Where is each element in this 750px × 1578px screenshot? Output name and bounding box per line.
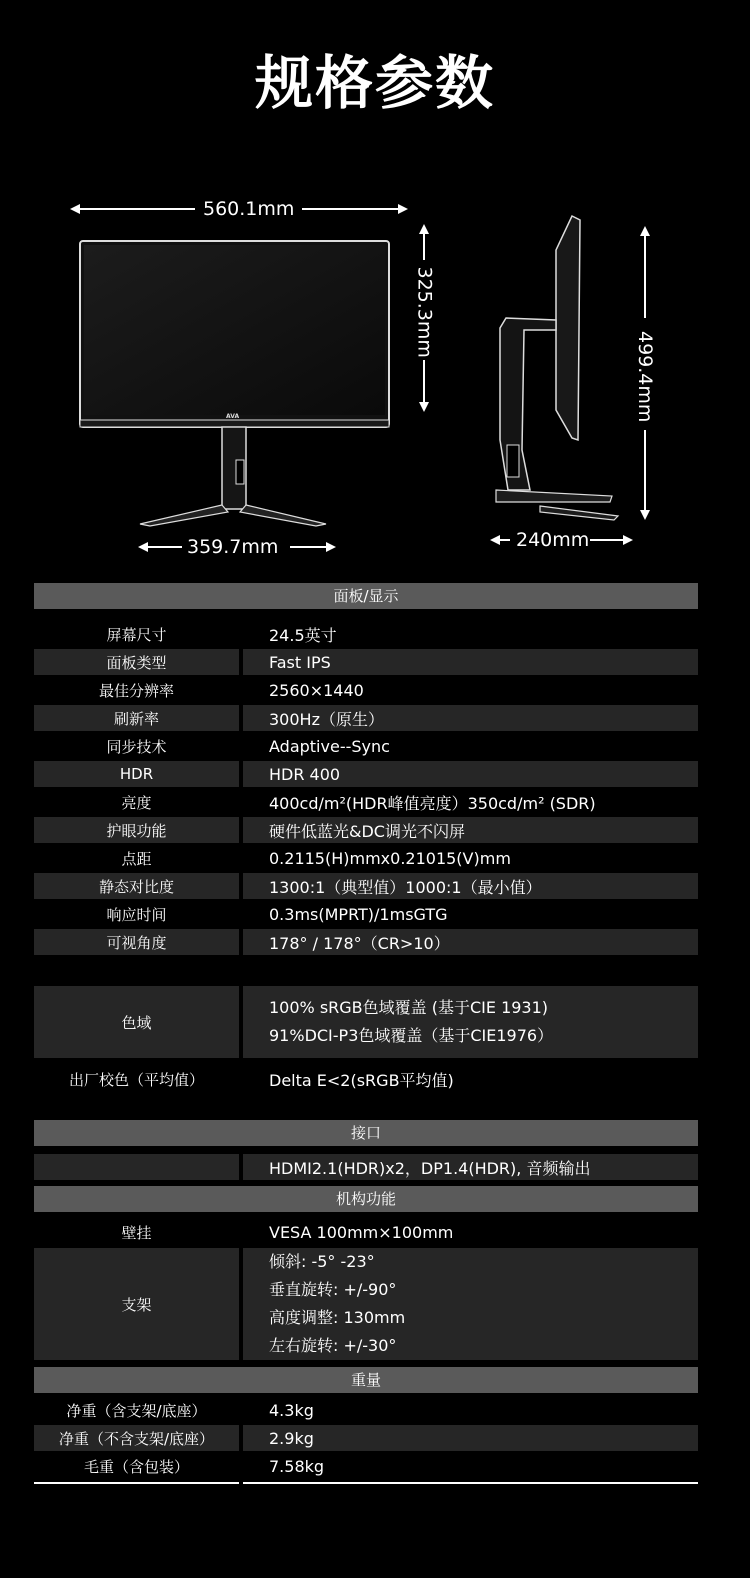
row-label: 色域	[34, 986, 239, 1058]
row-value: 2.9kg	[243, 1425, 698, 1451]
table-row	[34, 677, 698, 703]
side-monitor-panel	[556, 216, 580, 440]
row-label: 可视角度	[34, 929, 239, 955]
value-line: 高度调整: 130mm	[269, 1308, 406, 1327]
front-logo: AVA	[226, 413, 240, 420]
value-line: 垂直旋转: +/-90°	[269, 1280, 397, 1299]
row-value: 4.3kg	[269, 1400, 314, 1420]
section-ports-header: 接口	[34, 1120, 698, 1146]
table-row	[34, 873, 698, 899]
section-panel-header: 面板/显示	[34, 583, 698, 609]
dim-side-depth: 240mm	[516, 529, 590, 551]
row-label: 静态对比度	[34, 873, 239, 899]
dimension-drawings	[0, 190, 750, 570]
dim-base-width: 359.7mm	[187, 536, 279, 558]
page-title: 规格参数	[254, 49, 495, 117]
table-row	[34, 1453, 698, 1479]
row-label: 毛重（含包装）	[83, 1457, 189, 1476]
row-label: 支架	[34, 1248, 239, 1360]
dim-front-width: 560.1mm	[203, 198, 295, 220]
row-value: 2560×1440	[269, 680, 364, 700]
table-row	[34, 705, 698, 731]
row-label: 刷新率	[34, 705, 239, 731]
section-mechanical-header: 机构功能	[34, 1186, 698, 1212]
row-label: HDR	[34, 761, 239, 787]
table-row	[34, 1397, 698, 1423]
table-row	[34, 1154, 698, 1180]
row-value: 0.3ms(MPRT)/1msGTG	[269, 904, 448, 924]
row-label: 点距	[121, 849, 152, 868]
section-weight-header: 重量	[34, 1367, 698, 1393]
spec-table	[34, 583, 698, 1493]
table-row	[34, 1219, 698, 1245]
value-line: 左右旋转: +/-30°	[269, 1336, 397, 1355]
row-label: 净重（不含支架/底座）	[34, 1425, 239, 1451]
row-value: Fast IPS	[243, 649, 698, 675]
row-label: 护眼功能	[34, 817, 239, 843]
row-label: 壁挂	[121, 1223, 152, 1242]
row-value: VESA 100mm×100mm	[269, 1222, 454, 1242]
row-value: HDMI2.1(HDR)x2，DP1.4(HDR), 音频输出	[243, 1154, 698, 1180]
value-line: 91%DCI-P3色域覆盖（基于CIE1976）	[269, 1026, 554, 1045]
row-value: 1300:1（典型值）1000:1（最小值）	[243, 873, 698, 899]
table-row	[34, 845, 698, 871]
table-row	[34, 1066, 698, 1092]
row-value: 7.58kg	[269, 1456, 325, 1476]
value-line: 100% sRGB色域覆盖 (基于CIE 1931)	[269, 998, 549, 1017]
row-value: 300Hz（原生）	[243, 705, 698, 731]
bottom-divider	[243, 1482, 698, 1484]
table-row	[34, 1425, 698, 1451]
row-value: 400cd/m²(HDR峰值亮度）350cd/m² (SDR)	[269, 793, 596, 813]
row-value: 0.2115(H)mmx0.21015(V)mm	[269, 848, 511, 868]
table-row	[34, 649, 698, 675]
front-screen	[84, 245, 385, 415]
row-value	[243, 986, 698, 1058]
row-value: 24.5英寸	[269, 625, 337, 645]
row-label: 亮度	[121, 793, 152, 812]
row-value: 178° / 178°（CR>10）	[243, 929, 698, 955]
table-row	[34, 901, 698, 927]
table-row	[34, 761, 698, 787]
row-label: 屏幕尺寸	[106, 625, 167, 644]
table-row	[34, 789, 698, 815]
row-label: 同步技术	[106, 737, 167, 756]
dim-side-height: 499.4mm	[634, 331, 656, 423]
row-value: Delta E<2(sRGB平均值)	[269, 1070, 454, 1090]
table-row	[34, 621, 698, 647]
row-label	[34, 1154, 239, 1180]
table-row-stand	[34, 1248, 698, 1360]
row-value	[243, 1248, 698, 1360]
row-label: 净重（含支架/底座）	[66, 1401, 207, 1420]
table-row	[34, 733, 698, 759]
value-line: 倾斜: -5° -23°	[269, 1252, 375, 1271]
table-row-color-gamut	[34, 986, 698, 1058]
row-label: 最佳分辨率	[98, 681, 174, 700]
bottom-divider	[34, 1482, 239, 1484]
row-label: 面板类型	[34, 649, 239, 675]
table-row	[34, 817, 698, 843]
dim-front-height: 325.3mm	[413, 266, 436, 358]
table-row	[34, 929, 698, 955]
row-label: 出厂校色（平均值）	[68, 1070, 204, 1089]
row-value: 硬件低蓝光&DC调光不闪屏	[243, 817, 698, 843]
row-value: Adaptive--Sync	[269, 736, 390, 756]
row-value: HDR 400	[243, 761, 698, 787]
row-label: 响应时间	[106, 905, 167, 924]
